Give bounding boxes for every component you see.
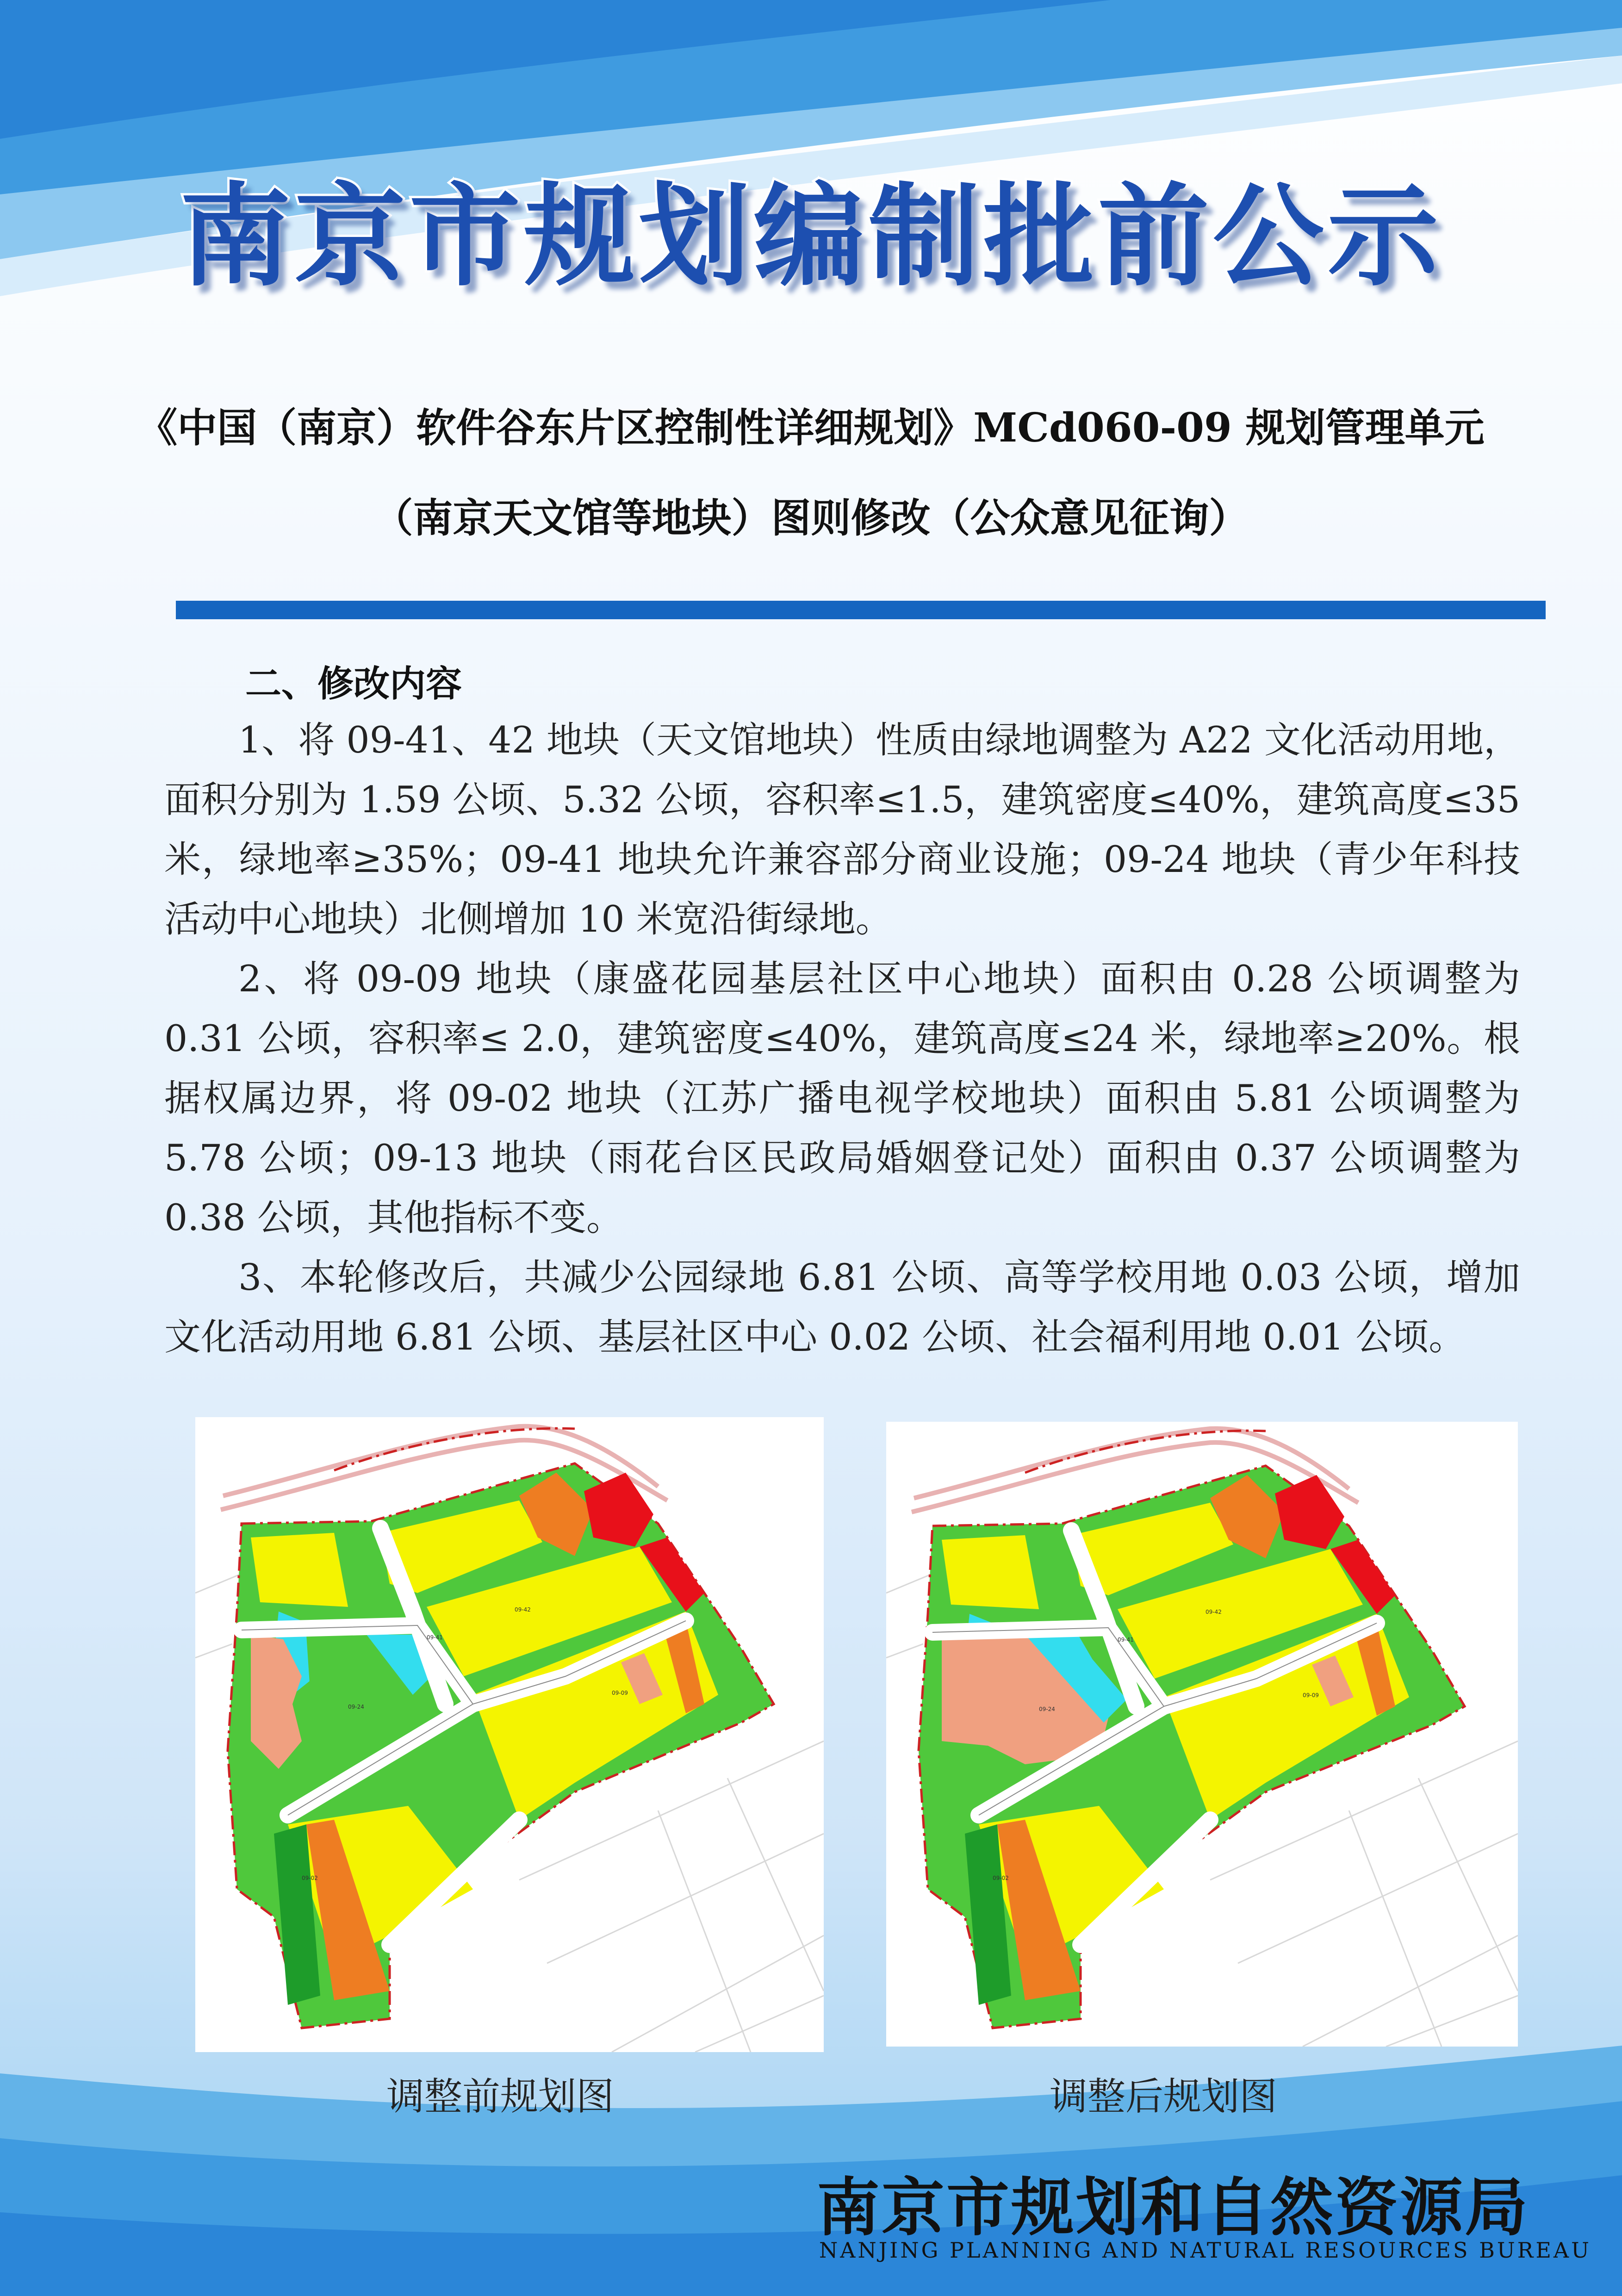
after-map-caption: 调整后规划图	[1050, 2075, 1278, 2119]
paragraph-2: 2、将 09-09 地块（康盛花园基层社区中心地块）面积由 0.28 公顷调整为 0.31 公顷，容积率≤ 2.0，建筑密度≤40%，建筑高度≤24 米，绿地率≥20%。根据权属边界，将 09-02 地块（江苏广播电视学校地块）面积由 5.81 公顷调整为 5.78 公顷；09-13 地块（雨花台区民政局婚姻登记处）面积由 0.37 公顷调整为 0.38 公顷，其他指标不变。	[164, 958, 1520, 1239]
bureau-name: 南京市规划和自然资源局	[817, 2171, 1529, 2245]
notice-subtitle-line1: 《中国（南京）软件谷东片区控制性详细规划》MCd060-09 规划管理单元	[137, 404, 1485, 451]
svg-text:09-09: 09-09	[612, 1690, 628, 1696]
paragraph-1: 1、将 09-41、42 地块（天文馆地块）性质由绿地调整为 A22 文化活动用地，面积分别为 1.59 公顷、5.32 公顷，容积率≤1.5，建筑密度≤40%，建筑高度≤35 米，绿地率≥35%；09-41 地块允许兼容部分商业设施；09-24 地块（青少年科技活动中心地块）北侧增加 10 米宽沿街绿地。	[164, 719, 1520, 940]
svg-text:09-24: 09-24	[348, 1704, 364, 1710]
plan-map-after	[886, 1422, 1518, 2047]
before-map-caption: 调整前规划图	[386, 2075, 615, 2119]
notice-subtitle-line2: （南京天文馆等地块）图则修改（公众意见征询）	[373, 495, 1249, 541]
svg-text:09-42: 09-42	[515, 1606, 531, 1613]
bureau-name-english: NANJING PLANNING AND NATURAL RESOURCES BUREAU	[819, 2238, 1591, 2263]
plan-map-before	[195, 1417, 824, 2052]
modification-content	[164, 710, 1520, 1367]
section-heading: 二、修改内容	[245, 663, 462, 705]
svg-text:09-02: 09-02	[302, 1875, 318, 1881]
svg-text:09-09: 09-09	[1303, 1692, 1319, 1699]
svg-text:09-41: 09-41	[1118, 1636, 1134, 1643]
divider-bar	[176, 601, 1546, 619]
svg-text:09-42: 09-42	[1206, 1609, 1222, 1615]
svg-text:09-41: 09-41	[427, 1634, 443, 1641]
svg-text:09-24: 09-24	[1039, 1706, 1055, 1712]
svg-text:09-02: 09-02	[993, 1875, 1009, 1881]
paragraph-3: 3、本轮修改后，共减少公园绿地 6.81 公顷、高等学校用地 0.03 公顷，增加文化活动用地 6.81 公顷、基层社区中心 0.02 公顷、社会福利用地 0.01 公顷。	[164, 1256, 1520, 1358]
page-title: 南京市规划编制批前公示	[180, 171, 1442, 301]
